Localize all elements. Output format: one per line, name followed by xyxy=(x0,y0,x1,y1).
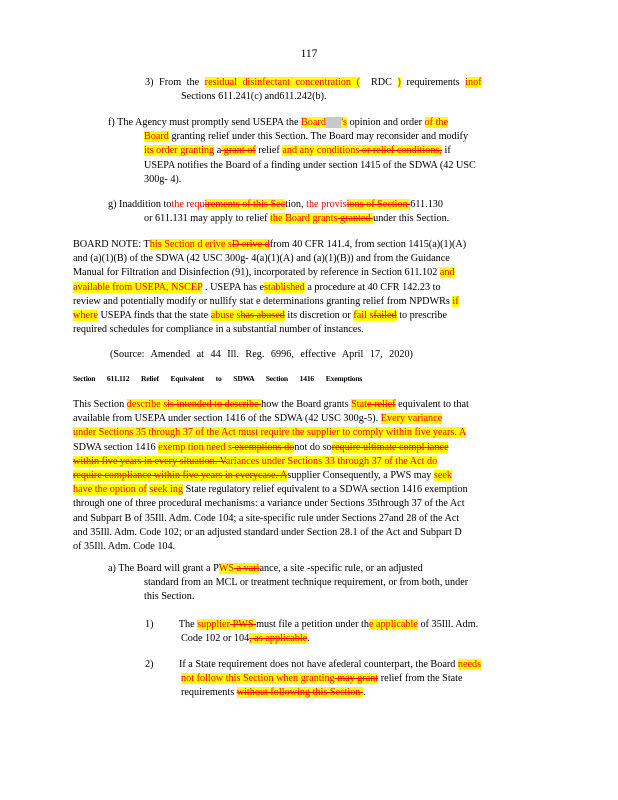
item-3-label: 3) xyxy=(145,77,154,88)
item-a-1: 1) The supplier PWS must file a petition under the applicable of 35Ill. Adm. Code 102 or 104, as applicable. xyxy=(145,619,479,645)
item-a: a) The Board will grant a PWS a variance, a site -specific rule, or an adjusted standard from an MCL or treatment technique requirement, or from both, under this Section. xyxy=(108,563,469,603)
item-g: g) Inaddition tothe requirements of this Section, the provisions of Section 611.130 or 611.131 may apply to relief the Board grants granted under this Section. xyxy=(108,199,450,225)
item-a-2-label: 2) xyxy=(145,659,154,670)
item-a-label: a) xyxy=(108,563,116,574)
board-note: BOARD NOTE: This Section d erive sD erive dfrom 40 CFR 141.4, from section 1415(a)(1)(A) and (a)(1)(B) of the SDWA (42 USC 300g- 4(a)(1)(A) and (a)(1)(B)) and from the Guidance Manual for Filtration and Disinfection (91), incorporated by reference in Section 611.102 and available from USEPA, NSCEP . USEPA has established a procedure at 40 CFR 142.23 to review and potentially modify or nullify stat e determinations granting relief from NPDWRs if where USEPA finds that the state abuse shas abused its discretion or fail sfailed to prescribe required schedules for compliance in a substantial number of instances. xyxy=(73,239,467,336)
item-g-label: g) xyxy=(108,199,117,210)
item-a-1-label: 1) xyxy=(145,619,154,630)
item-3: 3) From the residual disinfectant concentration ( RDC ) requirements inof Sections 611.241(c) and611.242(b). xyxy=(145,77,482,103)
item-a-2: 2) If a State requirement does not have afederal counterpart, the Board needs not follow this Section when granting may grant relief from the State requirements without following this Section . xyxy=(145,659,482,699)
page-number: 117 xyxy=(300,48,318,60)
section-heading: Section 611.112 Relief Equivalent to SDWA Section 1416 Exemptions xyxy=(73,374,363,383)
item-f: f) The Agency must promptly send USEPA the Board 's opinion and order of the Board granting relief under this Section. The Board may reconsider and modify its order granting a grant of relief and any conditions or relief conditions, if USEPA notifies the Board of a finding under section 1415 of the SDWA (42 USC 300g- 4). xyxy=(108,117,476,185)
source-note: (Source: Amended at 44 Ill. Reg. 6996, effective April 17, 2020) xyxy=(110,349,413,360)
item-f-label: f) xyxy=(108,117,115,128)
section-intro: This Section describe sis intended to describe how the Board grants State relief equivalent to that available from USEPA under section 1416 of the SDWA (42 USC 300g-5). Every variance under Sections 35 through 37 of the Act must require the supplier to comply within five years. A SDWA section 1416 exemp tion need s exemptions donot do sorequire ultimate compl iance within five years in every situation. Variances under Sections 33 through 37 of the Act do require compliance within five years in everycase. Asupplier Consequently, a PWS may seek have the option of seek ing State regulatory relief equivalent to a SDWA section 1416 exemption through one of three procedural mechanisms: a variance under Sections 35through 37 of the Act and Subpart B of 35Ill. Adm. Code 104; a site-specific rule under Sections 27and 28 of the Act and 35Ill. Adm. Code 102; or an adjusted standard under Section 28.1 of the Act and Subpart D of 35Ill. Adm. Code 104. xyxy=(73,399,469,553)
